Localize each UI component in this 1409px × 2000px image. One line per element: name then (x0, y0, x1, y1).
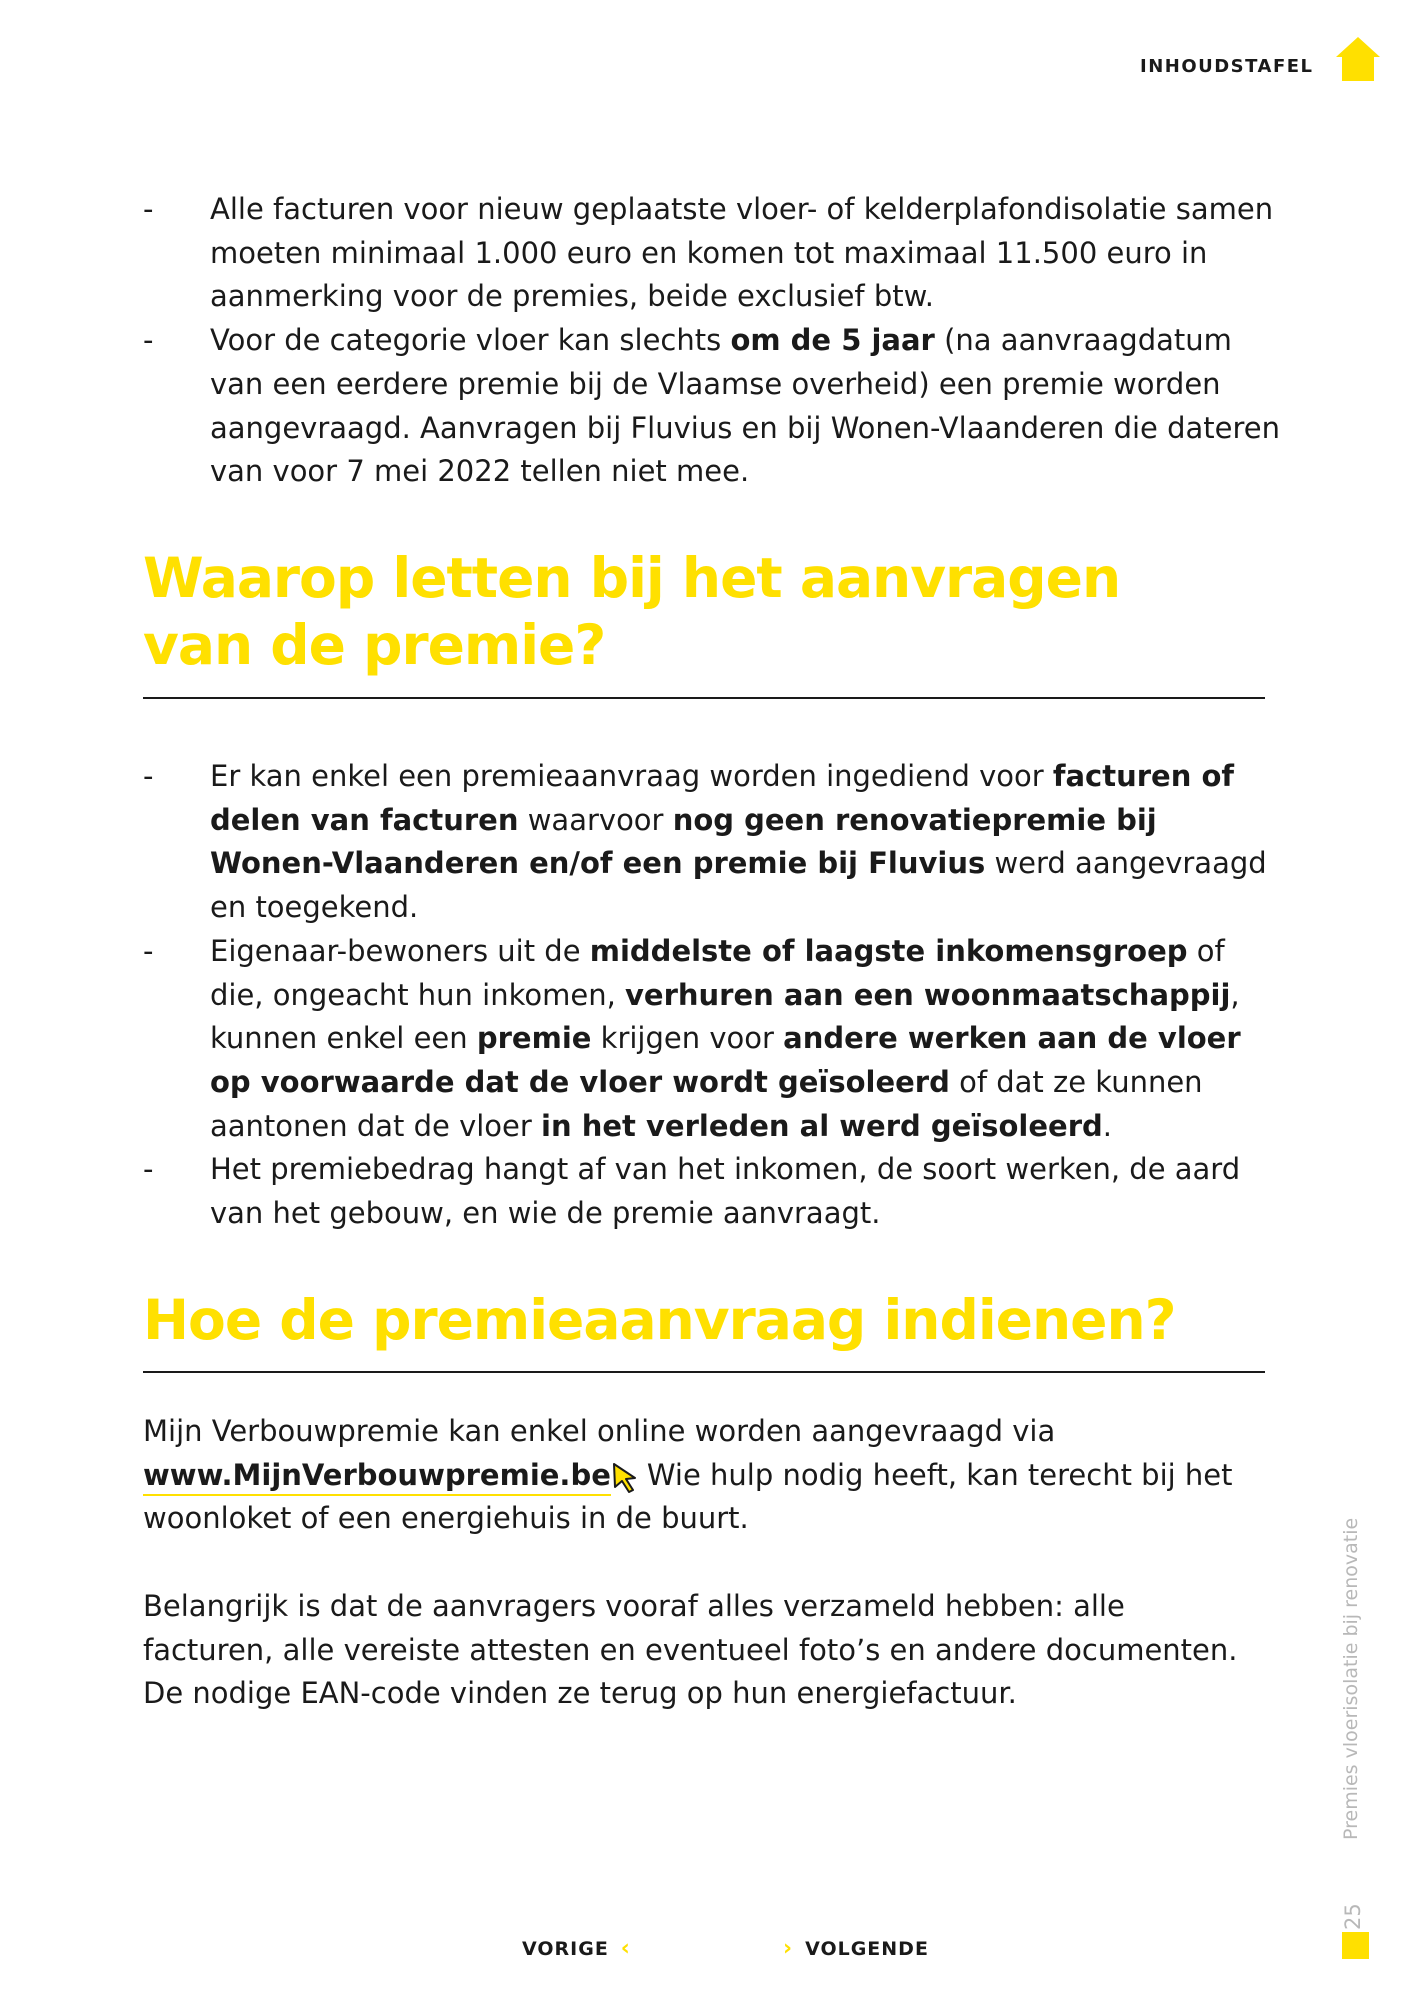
page-marker-square (1342, 1932, 1369, 1959)
bullet-dash: - (143, 1152, 154, 1187)
list-item (143, 755, 1283, 930)
conditions-list (143, 188, 1283, 494)
emphasis-text: in het verleden al werd geïsoleerd (541, 1108, 1103, 1143)
section-heading-attention (143, 545, 1120, 679)
pointer-cursor-icon (611, 1461, 641, 1493)
body-text: of dat ze kunnen aantonen dat de vloer (210, 1064, 1203, 1143)
body-text: Eigenaar-bewoners uit de (210, 933, 590, 968)
emphasis-text: nog geen renovatiepremie bij Wonen-Vlaanderen en/of een premie bij Fluvius (210, 802, 1157, 881)
body-text: werd aangevraagd en toegekend. (210, 846, 1267, 925)
body-text: Voor de categorie vloer kan slechts (210, 323, 731, 358)
bullet-dash: - (143, 759, 154, 793)
chevron-right-icon: › (783, 1936, 794, 1961)
emphasis-text: facturen of delen van facturen (210, 759, 1235, 837)
submit-text-before: Mijn Verbouwpremie kan enkel online worden aangevraagd via (143, 1414, 1056, 1448)
chevron-left-icon: ‹ (620, 1936, 631, 1961)
body-text: Het premiebedrag hangt af van het inkomen, de soort werken, de aard van het gebouw, en wie de premie aanvraagt. (210, 1152, 1241, 1231)
home-icon[interactable] (1334, 35, 1382, 83)
submit-paragraph (143, 1410, 1263, 1541)
body-text: Alle facturen voor nieuw geplaatste vloer- of kelderplafondisolatie samen moeten minimaal 1.000 euro en komen tot maximaal 11.500 euro in aanmerking voor de premies, beide exclusief btw. (210, 192, 1274, 314)
bullet-dash: - (143, 933, 154, 968)
attention-list (143, 755, 1283, 1236)
divider (143, 1371, 1265, 1373)
list-item (143, 319, 1283, 494)
bullet-dash: - (143, 323, 154, 358)
list-item (143, 188, 1283, 319)
previous-label: VORIGE (522, 1938, 609, 1960)
emphasis-text: om de 5 jaar (730, 323, 935, 358)
emphasis-text: premie (476, 1021, 592, 1056)
body-text: krijgen voor (591, 1021, 784, 1056)
table-of-contents-link[interactable]: INHOUDSTAFEL (1140, 56, 1314, 77)
submit-text-after: Wie hulp nodig heeft, kan terecht bij het woonloket of een energiehuis in de buurt. (143, 1457, 1233, 1536)
mijnverbouwpremie-link[interactable]: www.MijnVerbouwpremie.be (143, 1458, 611, 1496)
body-text: of die, ongeacht hun inkomen, (210, 933, 1225, 1012)
list-item (143, 1148, 1283, 1235)
emphasis-text: middelste of laagste inkomensgroep (589, 933, 1188, 968)
body-text: . (1102, 1108, 1112, 1143)
section-heading-line-1: Waarop letten bij het aanvragen (143, 546, 1121, 610)
page-number: 25 (1341, 1903, 1365, 1930)
next-label: VOLGENDE (805, 1938, 929, 1960)
section-heading-submit: Hoe de premieaanvraag indienen? (143, 1288, 1176, 1352)
previous-page-link[interactable] (522, 1936, 631, 1961)
list-item (143, 930, 1283, 1149)
divider (143, 697, 1265, 699)
section-heading-line-2: van de premie? (143, 613, 606, 677)
next-page-link[interactable] (783, 1936, 929, 1961)
body-text: (na aanvraagdatum van een eerdere premie bij de Vlaamse overheid) een premie worden aangevraagd. Aanvragen bij Fluvius en bij Wonen-Vlaanderen die dateren van voor 7 mei 2022 tellen niet mee. (210, 323, 1281, 489)
document-title-vertical: Premies vloerisolatie bij renovatie (1340, 1517, 1362, 1840)
body-text: Er kan enkel een premieaanvraag worden ingediend voor (210, 759, 1053, 793)
requirements-paragraph: Belangrijk is dat de aanvragers vooraf alles verzameld hebben: alle facturen, alle vereiste attesten en eventueel foto’s en andere documenten. De nodige EAN-code vinden ze terug op hun energiefactuur. (143, 1589, 1238, 1711)
emphasis-text: andere werken aan de vloer op voorwaarde dat de vloer wordt geïsoleerd (210, 1021, 1241, 1099)
bullet-dash: - (143, 192, 154, 226)
body-text: , kunnen enkel een (210, 977, 1240, 1056)
emphasis-text: verhuren aan een woonmaatschappij (625, 977, 1231, 1012)
body-text: waarvoor (518, 802, 673, 837)
